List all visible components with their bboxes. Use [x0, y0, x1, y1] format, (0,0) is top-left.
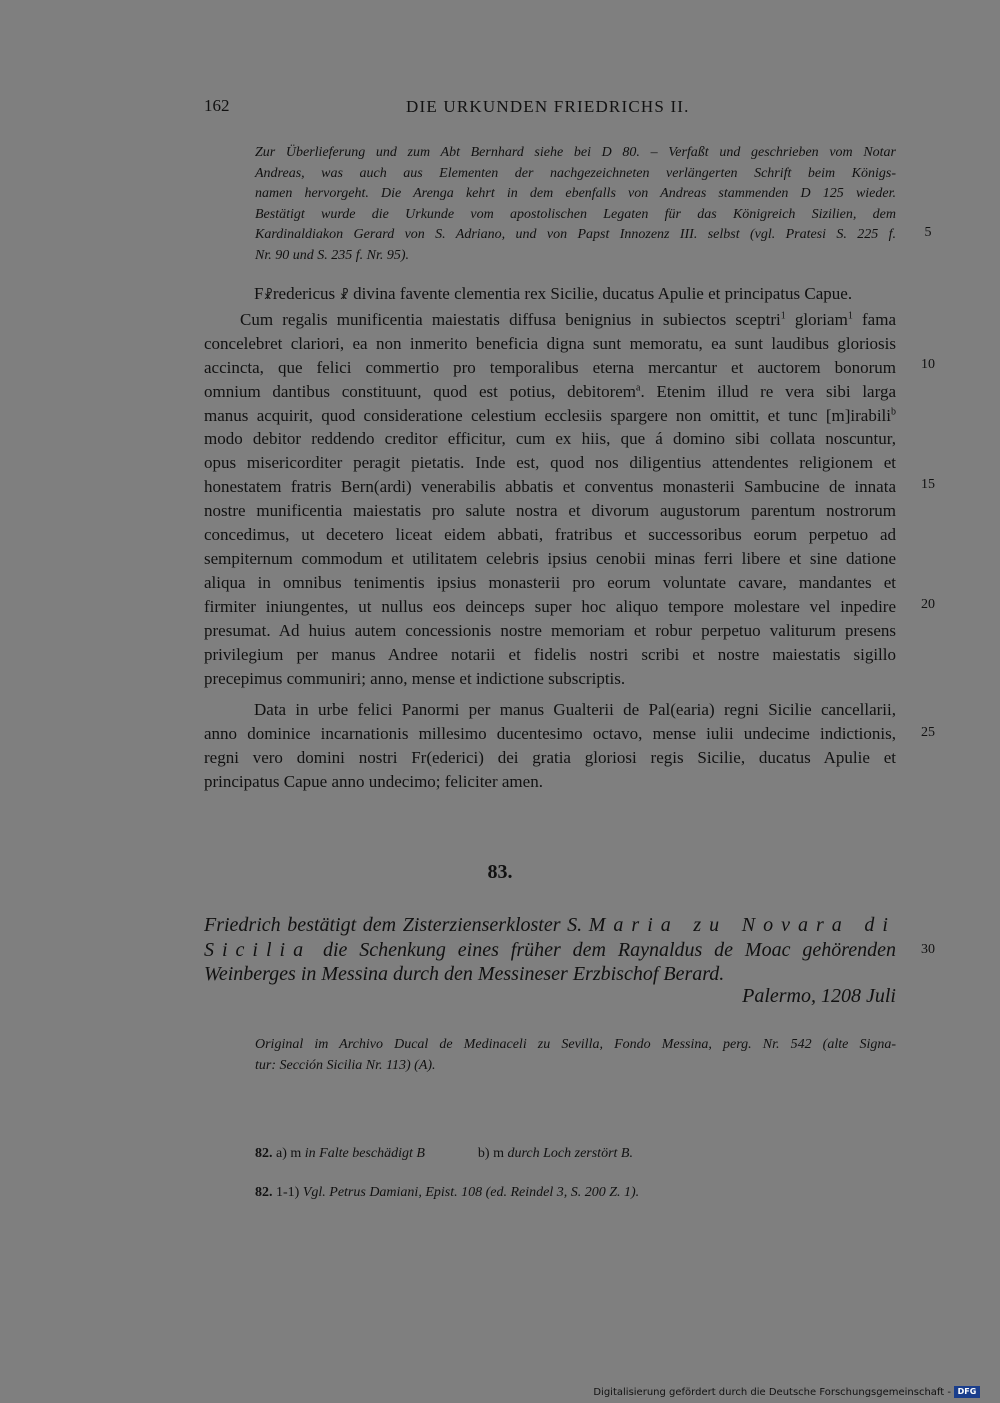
source-note-line: Original im Archivo Ducal de Medinaceli zu Sevilla, Fondo Messina, perg. Nr. 542 (alte Signa-	[255, 1037, 896, 1052]
footnote-marker: 1	[780, 310, 786, 322]
source-note	[255, 1035, 896, 1076]
intro-note-line: namen hervorgeht. Die Arenga kehrt in dem ebenfalls von Andreas stammenden D 125 wieder.	[255, 186, 896, 201]
regest-line: Friedrich bestätigt dem Zisterzienserkloster S. Maria zu Novara di	[204, 914, 896, 936]
charter-line: presumat. Ad huius autem concessionis nostre memoriam et robur perpetuo valiturum presens	[204, 620, 896, 640]
charter-line: precepimus communiri; anno, mense et indictione subscriptis.	[204, 668, 626, 688]
charter-line: concelebret clariori, ea non inmerito beneficia digna sunt memoratu, ea sunt laudibus gloriosis	[204, 333, 896, 353]
intro-note-line: Bestätigt wurde die Urkunde vom apostolischen Legaten für das Königreich Sizilien, dem	[255, 206, 896, 222]
datum-line: regni vero domini nostri Fr(ederici) dei gratia gloriosi regis Sicilie, ducatus Apulie et	[204, 747, 896, 767]
chrismon-icon: ☧	[263, 288, 273, 302]
regest	[204, 913, 896, 987]
charter-datum	[204, 698, 896, 794]
charter-line: omnium dantibus constituunt, quod est potius, debitorem$^a$. Etenim illud re vera sibi larga	[204, 381, 896, 401]
charter-line: modo debitor reddendo creditor efficitur, cum ex hiis, que á domino sibi collata noscuntur,	[204, 429, 896, 449]
datum-line: Data in urbe felici Panormi per manus Gualterii de Pal(earia) regni Sicilie cancellarii,	[254, 700, 896, 719]
footnote-source: 82. 1-1) Vgl. Petrus Damiani, Epist. 108 (ed. Reindel 3, S. 200 Z. 1).	[255, 1185, 640, 1200]
margin-line-number: 25	[921, 725, 935, 740]
regest-line: Sicilia die Schenkung eines früher dem Raynaldus de Moac gehörenden	[204, 938, 896, 961]
charter-intitulatio: F☧redericus ☧ divina favente clementia rex Sicilie, ducatus Apulie et principatus Capue.	[254, 284, 853, 303]
intro-note-line: Andreas, was auch aus Elementen der nachgezeichneten verlängerten Schrift beim Königs-	[255, 165, 896, 181]
charter-line: accincta, que felici commertio pro temporalibus eterna mercantur et auctorem bonorum	[204, 357, 896, 377]
charter-line: firmiter iniungentes, ut nullus eos deinceps super hoc aliquo tempore molestare vel inpedire	[204, 596, 896, 616]
dfg-logo-icon: DFG	[954, 1386, 980, 1398]
charter-line: Cum regalis munificentia maiestatis diffusa benignius in subiectos sceptri$^1$ gloriam$^1$ fama	[240, 309, 896, 329]
intro-note-line: Nr. 90 und S. 235 f. Nr. 95).	[255, 247, 410, 263]
datum-line: principatus Capue anno undecimo; feliciter amen.	[204, 771, 543, 791]
datum-line: anno dominice incarnationis millesimo ducentesimo octavo, mense iulii undecime indictionis,	[204, 723, 896, 743]
page-number: 162	[204, 96, 230, 115]
running-head: DIE URKUNDEN FRIEDRICHS II.	[406, 97, 690, 116]
charter-line: nostre munificentia maiestatis pro salute nostra et divorum augustorum parentum nostrorum	[204, 501, 896, 521]
regest-line: Weinberges in Messina durch den Messineser Erzbischof Berard.	[204, 963, 725, 985]
margin-line-number: 15	[921, 477, 935, 492]
charter-line: honestatem fratris Bern(ardi) venerabilis abbatis et conventus monasterii Sambucine de innata	[204, 477, 896, 497]
chrismon-icon: ☧	[339, 288, 349, 302]
charter-line: concedimus, ut decetero liceat eidem abbati, fratribus et successoribus eorum perpetuo ad	[204, 525, 896, 545]
intro-note-line: Kardinaldiakon Gerard von S. Adriano, und von Papst Innozenz III. selbst (vgl. Pratesi S. 225 f.	[255, 227, 896, 242]
footnote-marker: 1	[847, 310, 853, 322]
charter-line: privilegium per manus Andree notarii et fidelis nostri scribi et nostre maiestatis sigillo	[204, 644, 896, 664]
document-number: 83.	[487, 861, 513, 883]
charter-line: opus misericorditer peragit pietatis. Inde est, quod nos diligentius attendentes religionem et	[204, 453, 896, 473]
margin-line-number: 20	[921, 597, 935, 612]
footnote-marker: a	[636, 381, 641, 393]
margin-line-number: 30	[921, 942, 935, 957]
charter-line: sempiternum commodum et utilitatem celebris ipsius cenobii minas ferri libere et sine datione	[204, 548, 896, 568]
intro-note-line: Zur Überlieferung und zum Abt Bernhard siehe bei D 80. – Verfaßt und geschrieben vom Notar	[255, 145, 896, 160]
digitization-credit: Digitalisierung gefördert durch die Deutsche Forschungsgemeinschaft - DFG	[593, 1386, 980, 1398]
margin-line-number: 10	[921, 357, 935, 372]
footnote-marker: b	[891, 405, 896, 417]
source-note-line: tur: Sección Sicilia Nr. 113) (A).	[255, 1057, 436, 1073]
intro-note	[255, 143, 896, 266]
charter-line: manus acquirit, quod consideratione celestium ecclesiis spargere non omittit, et tunc [m]irabili$^b$	[204, 405, 896, 425]
footnote-textual: 82. a) m in Falte beschädigt B b) m durch Loch zerstört B.	[255, 1146, 633, 1161]
dateline: Palermo, 1208 Juli	[742, 985, 896, 1007]
margin-line-number: 5	[924, 225, 932, 240]
charter-line: aliqua in omnibus tenimentis ipsius monasterii pro eorum voluntate cavare, mandantes et	[204, 572, 896, 592]
charter-text	[204, 282, 896, 690]
